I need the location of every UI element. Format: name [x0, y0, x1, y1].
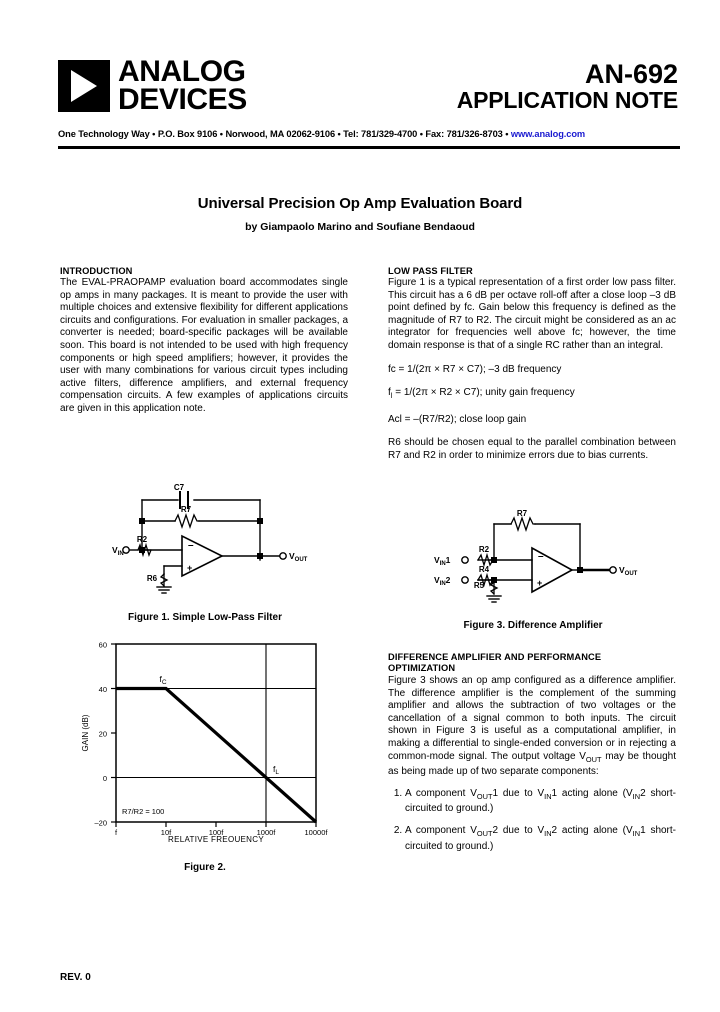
- diff-body-part2: may be thought as being made up of two separate components:: [388, 750, 676, 778]
- figure1-noninverting-input-sign: +: [187, 563, 193, 573]
- y-tick-0: 0: [102, 774, 107, 783]
- comp1-sub2: IN: [544, 791, 552, 801]
- list-item: [405, 825, 676, 853]
- document-number: AN-692: [584, 59, 678, 89]
- y-tick-minus20: –20: [94, 818, 107, 828]
- figure-1-caption: Figure 1. Simple Low-Pass Filter: [128, 612, 282, 623]
- figure-1-schematic: [112, 482, 372, 594]
- figure3-label-r4: R4: [478, 565, 490, 574]
- comp1-pre: A component V: [405, 787, 477, 799]
- right-column: [388, 266, 676, 463]
- author-byline: by Giampaolo Marino and Soufiane Bendaoud: [245, 221, 475, 233]
- vin1-terminal: [462, 557, 468, 563]
- comp1-mid1: 1 due to V: [492, 787, 545, 799]
- vout-terminal: [610, 567, 616, 573]
- x-tick-f: f: [114, 828, 118, 837]
- comp2-post: 1 short-circuited to ground.): [405, 824, 677, 852]
- comp2-mid2: 2 acting alone (V: [551, 824, 633, 836]
- equation-fc: fc = 1/(2π × R7 × C7); –3 dB frequency: [388, 363, 562, 375]
- revision-label: REV. 0: [60, 972, 91, 983]
- chart-annotation-ratio: R7/R2 = 100: [122, 807, 165, 816]
- comp2-pre: A component V: [405, 824, 477, 836]
- x-tick-100f: 100f: [208, 828, 224, 837]
- equation-fl-symbol: f: [388, 387, 391, 399]
- figure3-label-vout: $V_{OUT}$: [619, 565, 638, 577]
- comp1-post: 2 short-circuited to ground.): [405, 787, 677, 815]
- right-column-lower: [388, 652, 676, 862]
- document-type: APPLICATION NOTE: [456, 87, 678, 114]
- figure3-label-r7: R7: [516, 509, 528, 518]
- introduction-heading: INTRODUCTION: [60, 266, 133, 276]
- company-address: [58, 129, 680, 139]
- output-components-list: [388, 788, 676, 853]
- figure-2-svg: [78, 632, 338, 842]
- vout-terminal: [280, 553, 286, 559]
- figure-2-chart: [78, 632, 338, 842]
- analog-devices-logo: [58, 55, 247, 116]
- figure-3-svg: [432, 508, 677, 608]
- figure1-label-vin: $V_{IN}$: [112, 545, 124, 557]
- low-pass-filter-heading: LOW PASS FILTER: [388, 266, 473, 276]
- chart-y-axis-label: GAIN (dB): [81, 714, 90, 752]
- equation-fl-subscript: l: [390, 391, 393, 401]
- comp2-sub2: IN: [544, 828, 552, 838]
- list-item: [405, 788, 676, 816]
- header-divider: [58, 146, 680, 149]
- y-tick-40: 40: [98, 685, 107, 694]
- diff-body-part1: Figure 3 shows an op amp configured as a difference amplifier. The difference amplifier is the complement of the summing amplifier and allows the subtraction of two voltages or the cancellation of a signal common to both inputs. The circuit shown in Figure 3 is useful as a computational amplifier, in making a differential to single-ended conversion or in rejecting a common-mode signal. The output voltage V: [388, 675, 676, 762]
- figure-3-caption: Figure 3. Difference Amplifier: [463, 620, 603, 631]
- difference-amplifier-heading-line2: OPTIMIZATION: [388, 663, 456, 673]
- figure-2-caption: Figure 2.: [184, 862, 226, 873]
- y-tick-60: 60: [98, 640, 107, 650]
- chart-x-axis-label: RELATIVE FREQUENCY: [168, 835, 264, 842]
- figure1-label-r6: R6: [146, 574, 158, 583]
- figure3-label-r5: R5: [473, 581, 485, 590]
- junction-dots: [136, 518, 263, 559]
- comp1-sub1: OUT: [476, 791, 493, 801]
- figure1-label-r2: R2: [136, 535, 148, 544]
- comp2-sub3: IN: [632, 828, 641, 838]
- y-tick-20: 20: [98, 729, 107, 739]
- r6-note: R6 should be chosen equal to the parallel combination between R7 and R2 in order to minimize errors due to bias currents.: [388, 437, 676, 461]
- equation-fl: [388, 387, 676, 403]
- diff-body-vout-subscript: OUT: [585, 754, 602, 764]
- document-identifier: [457, 60, 678, 114]
- low-pass-filter-body: Figure 1 is a typical representation of a first order low pass filter. This circuit has a 6 dB per octave roll-off after a close loop –3 dB point defined by fc. Gain below this frequency is defined as the magnitude of R7 to R2. The circuit might be considered as an ac integrator for frequencies well above fc; however, the time domain response is that of a single RC rather than an integral.: [388, 277, 676, 351]
- introduction-body: The EVAL-PRAOPAMP evaluation board accommodates single op amps in many packages. It is meant to provide the user with multiple choices and extensive flexibility for different applications circuits and configurations. For evaluation in smaller packages, a converter is needed; board-specific packages will be available soon. This board is not intended to be used with high frequency components or high speed amplifiers; however, it provides the user with many combinations for various circuit types including active filters, difference amplifiers, and external frequency compensation circuits. A few examples of applications circuits are given in this application note.: [60, 277, 348, 414]
- figure3-label-r2: R2: [478, 545, 490, 554]
- logo-line-devices: DEVICES: [118, 82, 247, 116]
- figure3-inverting-input-sign: –: [538, 551, 544, 562]
- figure3-noninverting-input-sign: +: [537, 578, 543, 588]
- figure-1-svg: [112, 482, 372, 594]
- figure1-inverting-input-sign: –: [188, 540, 194, 551]
- figure3-label-vin1: $V_{IN}1$: [434, 555, 451, 567]
- address-text: One Technology Way • P.O. Box 9106 • Norwood, MA 02062-9106 • Tel: 781/329-4700 • Fax: 781/326-8703 •: [58, 129, 511, 139]
- comp1-sub3: IN: [632, 791, 641, 801]
- chart-label-fl: $f_L$: [273, 764, 279, 776]
- difference-amplifier-heading-line1: DIFFERENCE AMPLIFIER AND PERFORMANCE: [388, 652, 602, 662]
- logo-wordmark: [118, 55, 247, 116]
- figure3-label-vin2: $V_{IN}2$: [434, 575, 451, 587]
- left-column: [60, 266, 348, 416]
- vin-terminal: [123, 547, 129, 553]
- x-tick-10f: 10f: [160, 828, 172, 837]
- comp2-sub1: OUT: [476, 828, 493, 838]
- chart-label-fc: $f_C$: [159, 674, 167, 686]
- comp2-mid1: 2 due to V: [492, 824, 545, 836]
- figure1-label-r7: R7: [180, 505, 192, 514]
- x-tick-10000f: 10000f: [304, 828, 328, 837]
- difference-amplifier-body: [388, 675, 676, 779]
- vin2-terminal: [462, 577, 468, 583]
- analog-devices-triangle-icon: [58, 60, 110, 112]
- page-title: Universal Precision Op Amp Evaluation Board: [197, 195, 523, 212]
- figure1-label-c7: C7: [173, 483, 185, 492]
- page-header: [58, 55, 678, 136]
- figure-3-schematic: [432, 508, 677, 608]
- company-website-link[interactable]: www.analog.com: [510, 129, 586, 139]
- equation-fl-rest: = 1/(2π × R2 × C7); unity gain frequency: [392, 387, 575, 399]
- figure1-label-vout: $V_{OUT}$: [289, 551, 308, 563]
- logo-line-analog: ANALOG: [118, 55, 246, 88]
- comp1-mid2: 1 acting alone (V: [551, 787, 633, 799]
- chart-response-curve: [116, 689, 316, 823]
- x-tick-1000f: 1000f: [256, 828, 276, 837]
- equation-acl: Acl = –(R7/R2); close loop gain: [388, 413, 527, 425]
